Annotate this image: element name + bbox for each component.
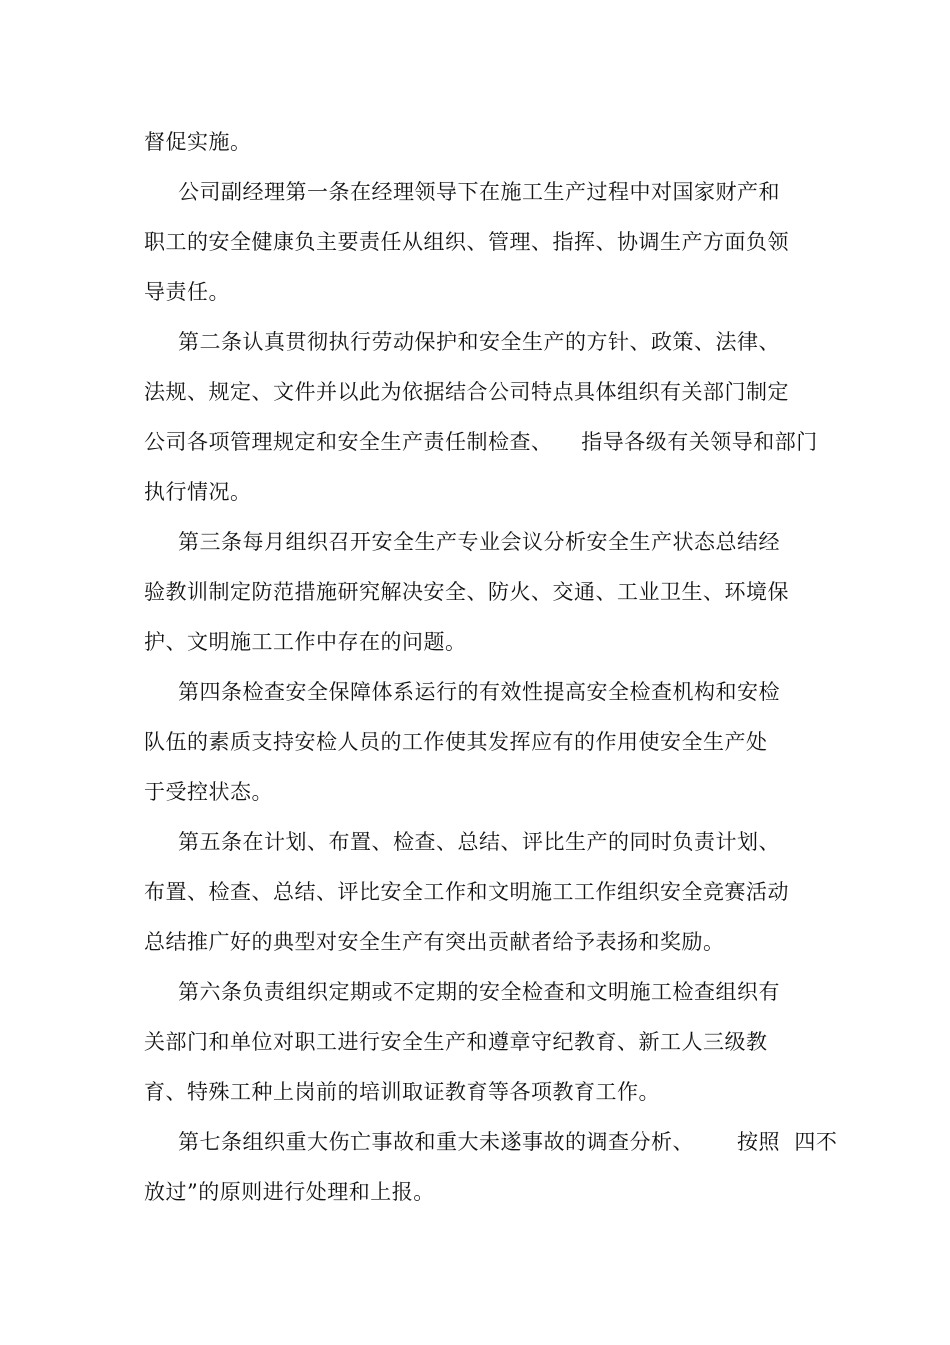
text-line: 育、特殊工种上岗前的培训取证教育等各项教育工作。 (144, 1080, 660, 1104)
paragraph-first-line: 第五条在计划、布置、检查、总结、评比生产的同时负责计划、 (178, 830, 780, 854)
paragraph-first-line: 第六条负责组织定期或不定期的安全检查和文明施工检查组织有 (178, 980, 780, 1004)
text-line: 护、文明施工工作中存在的问题。 (144, 630, 467, 654)
text-line: 验教训制定防范措施研究解决安全、防火、交通、工业卫生、环境保 (144, 580, 789, 604)
text-line: 总结推广好的典型对安全生产有突出贡献者给予表扬和奖励。 (144, 930, 725, 954)
text-line: 队伍的素质支持安检人员的工作使其发挥应有的作用使安全生产处 (144, 730, 768, 754)
text-line: 职工的安全健康负主要责任从组织、管理、指挥、协调生产方面负领 (144, 230, 789, 254)
text-line: 于受控状态。 (144, 780, 273, 804)
text-line: 督促实施。 (144, 130, 252, 154)
paragraph-first-line: 公司副经理第一条在经理领导下在施工生产过程中对国家财产和 (178, 180, 780, 204)
paragraph-first-line: 第七条组织重大伤亡事故和重大未遂事故的调查分析、 按照 四不 (178, 1130, 838, 1154)
text-line: 导责任。 (144, 280, 230, 304)
text-line: 公司各项管理规定和安全生产责任制检查、 指导各级有关领导和部门 (144, 430, 818, 454)
paragraph-first-line: 第二条认真贯彻执行劳动保护和安全生产的方针、政策、法律、 (178, 330, 780, 354)
text-line: 执行情况。 (144, 480, 252, 504)
paragraph-first-line: 第三条每月组织召开安全生产专业会议分析安全生产状态总结经 (178, 530, 780, 554)
text-line: 布置、检查、总结、评比安全工作和文明施工工作组织安全竞赛活动 (144, 880, 789, 904)
text-line: 放过”的原则进行处理和上报。 (144, 1180, 435, 1204)
text-line: 法规、规定、文件并以此为依据结合公司特点具体组织有关部门制定 (144, 380, 789, 404)
paragraph-first-line: 第四条检查安全保障体系运行的有效性提高安全检查机构和安检 (178, 680, 780, 704)
text-line: 关部门和单位对职工进行安全生产和遵章守纪教育、新工人三级教 (144, 1030, 768, 1054)
